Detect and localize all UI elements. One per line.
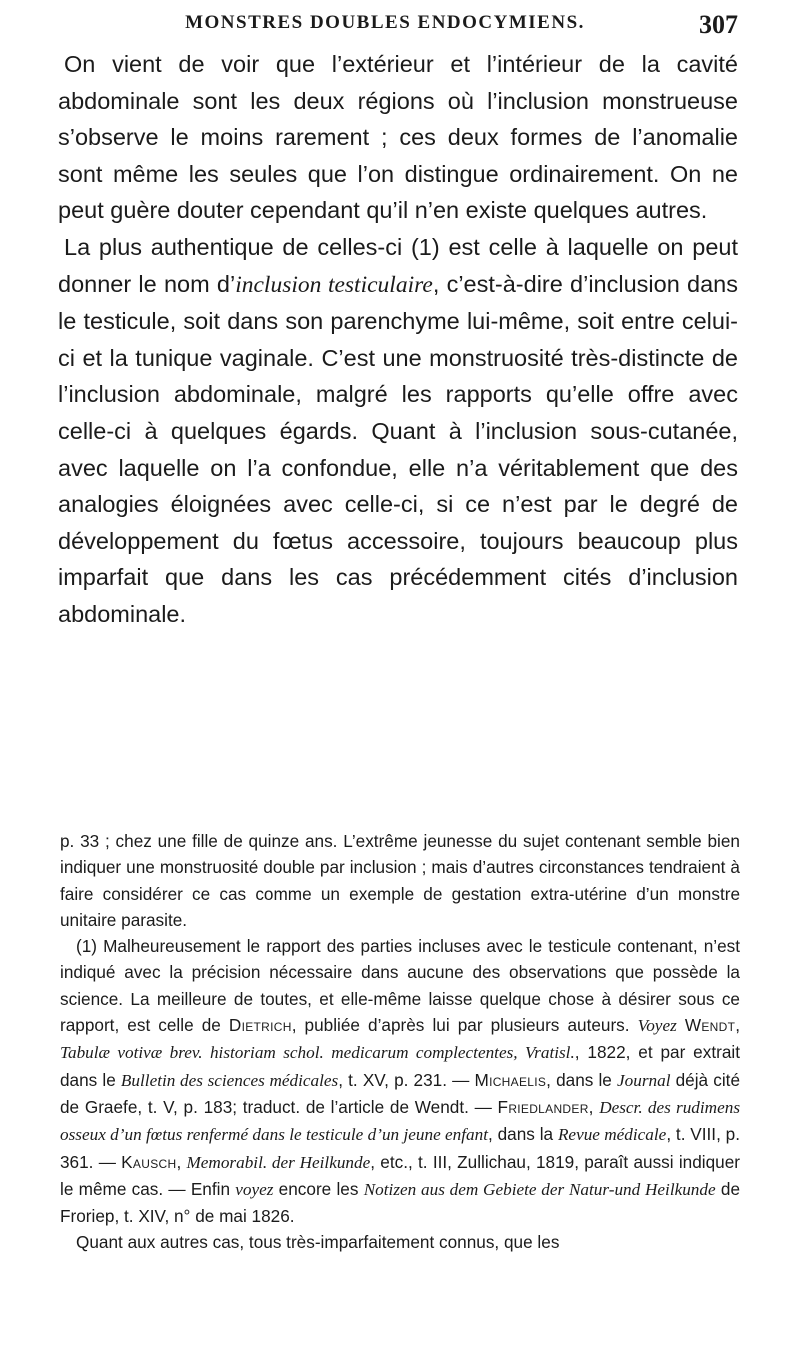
footnote-text: de Froriep, t. XIV, n° de mai 1826. bbox=[60, 1178, 741, 1227]
paragraph-text: La plus authentique de celles-ci (1) est celle à laquelle on peut donner le nom d’ bbox=[58, 233, 738, 297]
italic-term: inclusion testiculaire bbox=[235, 271, 433, 298]
author-name: Wendt bbox=[684, 1015, 736, 1036]
citation-title: Tabulæ votivæ brev. historiam schol. medicarum complectentes, Vratisl. bbox=[60, 1043, 575, 1063]
italic-ref: voyez bbox=[235, 1179, 274, 1199]
citation-title: Memorabil. der Heilkunde bbox=[186, 1152, 371, 1172]
footnote-text: , dans la bbox=[488, 1124, 558, 1145]
citation-title: Revue médicale bbox=[557, 1125, 667, 1145]
footnote-last-line bbox=[60, 1229, 740, 1255]
paragraph-1 bbox=[58, 46, 738, 229]
footnote-text: , bbox=[588, 1096, 600, 1117]
footnote-text: , t. VIII, p. 361. — bbox=[60, 1124, 741, 1172]
author-name: Friedlander bbox=[497, 1096, 589, 1117]
footnote-text: p. 33 ; chez une fille de quinze ans. L’extrême jeunesse du sujet contenant semble bien indiquer une monstruosité double par inclusion ; mais d’autres circonstances tendraient à faire considérer ce cas comme un exemple de gestation extra-utérine d’un monstre unitaire parasite. bbox=[60, 831, 740, 930]
running-title: MONSTRES DOUBLES ENDOCYMIENS. bbox=[185, 12, 585, 33]
footnote-text bbox=[677, 1015, 685, 1035]
paragraph-text: On vient de voir que l’extérieur et l’intérieur de la cavité abdominale sont les deux régions où l’inclusion monstrueuse s’observe le moins rarement ; ces deux formes de l’anomalie sont même les seules que l’on distingue ordinairement. On ne peut guère douter cependant qu’il n’en existe quelques autres. bbox=[58, 51, 738, 224]
citation-title: Journal bbox=[617, 1070, 671, 1090]
footnote-text: déjà cité de Graefe, t. V, p. 183; traduct. de l’article de Wendt. — bbox=[60, 1069, 740, 1117]
citation-title: Notizen aus dem Gebiete der Natur-und Heilkunde bbox=[363, 1179, 716, 1199]
page-header bbox=[60, 10, 740, 44]
italic-ref: Voyez bbox=[637, 1016, 677, 1036]
footnote-1 bbox=[60, 933, 740, 1229]
citation-title: Descr. des rudimens osseux d’un fœtus renfermé dans le testicule d’un jeune enfant bbox=[60, 1097, 741, 1145]
paragraph-2 bbox=[58, 229, 738, 633]
footnote-continuation bbox=[60, 828, 740, 933]
paragraph-text: , c’est-à-dire d’inclusion dans le testicule, soit dans son parenchyme lui-même, soit entre celui-ci et la tunique vaginale. C’est une monstruosité très-distincte de l’inclusion abdominale, malgré les rapports qu’elle offre avec celle-ci à quelques égards. Quant à l’inclusion sous-cutanée, avec laquelle on l’a confondue, elle n’a véritablement que des analogies éloignées avec celle-ci, si ce n’est par le degré de développement du fœtus accessoire, toujours beaucoup plus imparfait que dans les cas précédemment cités d’inclusion abdominale. bbox=[58, 270, 738, 627]
footnote-text: , publiée d’après lui par plusieurs auteurs. bbox=[291, 1015, 638, 1036]
footnote-text: , bbox=[735, 1015, 740, 1036]
footnote-text: encore les bbox=[273, 1178, 364, 1199]
footnote-text: , dans le bbox=[546, 1069, 618, 1090]
footnote-text: , bbox=[176, 1151, 187, 1172]
footnote-text: , etc., t. III, Zullichau, 1819, paraît aussi indiquer le même cas. — Enfin bbox=[60, 1151, 740, 1199]
footnote-text: Quant aux autres cas, tous très-imparfaitement connus, que les bbox=[76, 1232, 560, 1253]
footnotes bbox=[60, 828, 740, 1256]
author-name: Dietrich bbox=[228, 1015, 292, 1036]
page-number: 307 bbox=[699, 10, 738, 39]
citation-title: Bulletin des sciences médicales bbox=[120, 1070, 339, 1090]
main-text bbox=[58, 46, 738, 633]
footnote-text: , t. XV, p. 231. — bbox=[338, 1069, 475, 1090]
footnote-text: (1) Malheureusement le rapport des parties incluses avec le testicule contenant, n’est indiqué avec la précision nécessaire dans aucune des observations que possède la science. La meilleure de toutes, et elle-même laisse quelque chose à désirer sous ce rapport, est celle de bbox=[60, 936, 740, 1036]
author-name: Michaelis bbox=[474, 1069, 547, 1090]
author-name: Kausch bbox=[121, 1151, 177, 1172]
footnote-text: , 1822, et par extrait dans le bbox=[60, 1042, 740, 1090]
